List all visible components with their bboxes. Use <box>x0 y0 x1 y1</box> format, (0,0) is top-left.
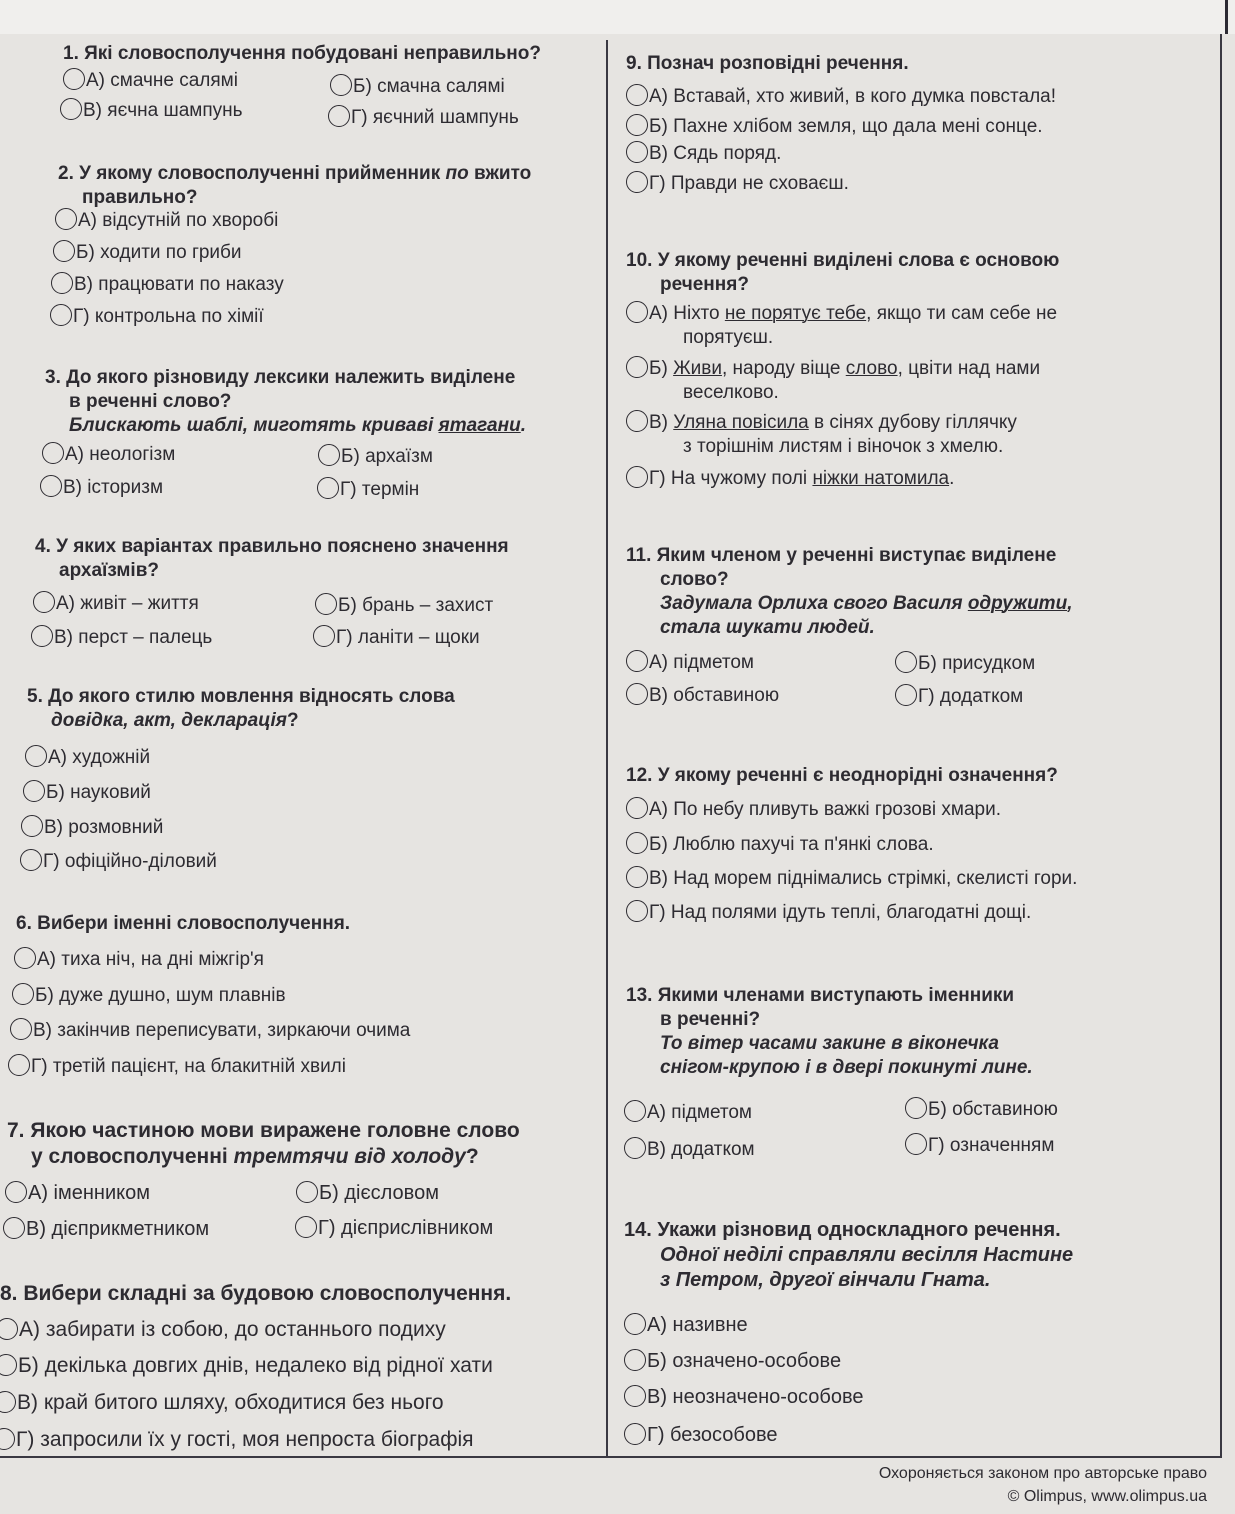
option-d[interactable]: Г) третій пацієнт, на блакитній хвилі <box>8 1054 346 1079</box>
option-d[interactable]: Г) яєчний шампунь <box>328 105 519 130</box>
option-a[interactable]: А) По небу пливуть важкі грозові хмари. <box>626 797 1001 822</box>
question-title: 4. У яких варіантах правильно пояснено значення архаїзмів? <box>35 536 509 581</box>
radio-circle-icon[interactable] <box>33 591 55 613</box>
option-d[interactable]: Г) дієприслівником <box>295 1216 493 1240</box>
option-c[interactable]: В) Над морем піднімались стрімкі, скелисті гори. <box>626 866 1077 891</box>
option-c[interactable]: В) обставиною <box>626 683 779 708</box>
radio-circle-icon[interactable] <box>626 141 648 163</box>
option-a[interactable]: А) Ніхто не порятує тебе, якщо ти сам себе не порятуєш. <box>626 301 1057 350</box>
option-c[interactable]: В) яєчна шампунь <box>60 98 243 123</box>
option-a[interactable]: А) відсутній по хворобі <box>55 208 278 233</box>
radio-circle-icon[interactable] <box>895 684 917 706</box>
radio-circle-icon[interactable] <box>14 947 36 969</box>
radio-circle-icon[interactable] <box>23 780 45 802</box>
radio-circle-icon[interactable] <box>626 466 648 488</box>
radio-circle-icon[interactable] <box>25 745 47 767</box>
option-b[interactable]: Б) науковий <box>23 780 151 805</box>
radio-circle-icon[interactable] <box>328 105 350 127</box>
radio-circle-icon[interactable] <box>295 1216 317 1238</box>
option-a[interactable]: А) тиха ніч, на дні міжгір'я <box>14 947 264 972</box>
example-words: довідка, акт, декларація <box>51 710 287 731</box>
question-10 <box>626 249 1206 297</box>
radio-circle-icon[interactable] <box>0 1428 15 1450</box>
option-d[interactable]: Г) запросили їх у гості, моя непроста біографія <box>0 1428 474 1452</box>
radio-circle-icon[interactable] <box>31 625 53 647</box>
question-6 <box>16 912 601 936</box>
radio-circle-icon[interactable] <box>626 356 648 378</box>
radio-circle-icon[interactable] <box>624 1385 646 1407</box>
option-a[interactable]: А) називне <box>624 1313 748 1337</box>
radio-circle-icon[interactable] <box>40 475 62 497</box>
radio-circle-icon[interactable] <box>624 1100 646 1122</box>
option-d[interactable]: Г) контрольна по хімії <box>50 304 264 329</box>
radio-circle-icon[interactable] <box>318 444 340 466</box>
radio-circle-icon[interactable] <box>626 650 648 672</box>
radio-circle-icon[interactable] <box>5 1181 27 1203</box>
radio-circle-icon[interactable] <box>626 832 648 854</box>
question-title: 12. У якому реченні є неоднорідні означення? <box>626 765 1058 786</box>
question-title: 6. Вибери іменні словосполучення. <box>16 913 351 934</box>
option-d[interactable]: Г) Правди не сховаєш. <box>626 171 849 196</box>
question-4 <box>35 535 605 583</box>
option-d[interactable]: Г) безособове <box>624 1423 777 1447</box>
radio-circle-icon[interactable] <box>895 651 917 673</box>
question-8 <box>0 1281 603 1307</box>
radio-circle-icon[interactable] <box>50 304 72 326</box>
option-b[interactable]: Б) обставиною <box>905 1097 1058 1122</box>
radio-circle-icon[interactable] <box>905 1133 927 1155</box>
option-c[interactable]: В) дієприкметником <box>3 1217 209 1241</box>
question-title: 1. Які словосполучення побудовані неправильно? <box>63 43 541 64</box>
radio-circle-icon[interactable] <box>21 815 43 837</box>
question-title: 9. Познач розповідні речення. <box>626 53 909 74</box>
radio-circle-icon[interactable] <box>0 1318 18 1340</box>
radio-circle-icon[interactable] <box>60 98 82 120</box>
radio-circle-icon[interactable] <box>296 1181 318 1203</box>
option-a[interactable]: А) іменником <box>5 1181 150 1205</box>
question-14 <box>624 1218 1204 1293</box>
radio-circle-icon[interactable] <box>626 900 648 922</box>
radio-circle-icon[interactable] <box>624 1349 646 1371</box>
question-title: 14. Укажи різновид односкладного речення. <box>624 1219 1061 1241</box>
radio-circle-icon[interactable] <box>905 1097 927 1119</box>
question-7: 7. Якою частиною мови виражене головне слово у словосполученні тремтячи від холоду? <box>7 1118 603 1170</box>
option-b[interactable]: Б) присудком <box>895 651 1035 676</box>
option-b[interactable]: Б) смачна салямі <box>330 74 505 99</box>
question-title: 8. Вибери складні за будовою словосполучення. <box>0 1282 512 1305</box>
question-5: 5. До якого стилю мовлення відносять слова довідка, акт, декларація? <box>27 685 605 733</box>
option-a[interactable]: А) забирати із собою, до останнього подиху <box>0 1318 446 1342</box>
question-9 <box>626 52 1206 76</box>
radio-circle-icon[interactable] <box>330 74 352 96</box>
option-c[interactable]: В) розмовний <box>21 815 163 840</box>
question-title: 13. Якими членами виступають іменники в реченні? <box>626 985 1015 1030</box>
option-c[interactable]: В) неозначено-особове <box>624 1385 863 1409</box>
radio-circle-icon[interactable] <box>626 84 648 106</box>
option-c[interactable]: В) перст – палець <box>31 625 212 650</box>
radio-circle-icon[interactable] <box>626 797 648 819</box>
radio-circle-icon[interactable] <box>624 1137 646 1159</box>
example-sentence: Задумала Орлиха свого Василя одружити, стала шукати людей. <box>660 593 1073 638</box>
example-sentence: Блискають шаблі, миготять криваві ятагани. <box>69 415 526 436</box>
option-d[interactable]: Г) Над полями ідуть теплі, благодатні дощі. <box>626 900 1031 925</box>
radio-circle-icon[interactable] <box>20 849 42 871</box>
radio-circle-icon[interactable] <box>63 68 85 90</box>
question-2 <box>58 162 603 210</box>
option-c[interactable]: В) закінчив переписувати, зиркаючи очима <box>10 1018 410 1043</box>
option-a[interactable]: А) підметом <box>626 650 754 675</box>
option-c[interactable]: В) працювати по наказу <box>51 272 284 297</box>
radio-circle-icon[interactable] <box>315 593 337 615</box>
radio-circle-icon[interactable] <box>313 625 335 647</box>
option-c[interactable]: В) додатком <box>624 1137 755 1162</box>
radio-circle-icon[interactable] <box>626 114 648 136</box>
radio-circle-icon[interactable] <box>626 410 648 432</box>
question-title: 7. Якою частиною мови виражене головне слово <box>7 1119 520 1142</box>
publisher-credit: © Olimpus, www.olimpus.ua <box>1007 1488 1207 1505</box>
copyright-notice: Охороняється законом про авторське право <box>878 1465 1207 1482</box>
option-b[interactable]: Б) брань – захист <box>315 593 493 618</box>
option-b[interactable]: Б) архаїзм <box>318 444 433 469</box>
option-d[interactable]: Г) На чужому полі ніжки натомила. <box>626 466 954 491</box>
option-c[interactable]: В) історизм <box>40 475 163 500</box>
option-b[interactable]: Б) декілька довгих днів, недалеко від рідної хати <box>0 1354 493 1378</box>
option-d[interactable]: Г) термін <box>317 477 419 502</box>
question-1 <box>63 42 603 66</box>
radio-circle-icon[interactable] <box>626 683 648 705</box>
option-d[interactable]: Г) ланіти – щоки <box>313 625 480 650</box>
question-11 <box>626 544 1206 640</box>
option-a[interactable]: А) живіт – життя <box>33 591 199 616</box>
radio-circle-icon[interactable] <box>12 983 34 1005</box>
option-c[interactable]: В) край битого шляху, обходитися без нього <box>0 1391 444 1415</box>
option-b[interactable]: Б) дієсловом <box>296 1181 439 1205</box>
option-c[interactable]: В) Уляна повісила в сінях дубову гіллячку з торішнім листям і віночок з хмелю. <box>626 410 1017 459</box>
option-b[interactable]: Б) ходити по гриби <box>53 240 242 265</box>
radio-circle-icon[interactable] <box>0 1391 16 1413</box>
option-a[interactable]: А) підметом <box>624 1100 752 1125</box>
option-a[interactable]: А) неологізм <box>42 442 175 467</box>
example-sentence: Одної неділі справляли весілля Настине з Петром, другої вінчали Гната. <box>660 1244 1074 1291</box>
question-title: 10. У якому реченні виділені слова є основою речення? <box>626 250 1060 295</box>
option-a[interactable]: А) Вставай, хто живий, в кого думка повстала! <box>626 84 1056 109</box>
radio-circle-icon[interactable] <box>10 1018 32 1040</box>
radio-circle-icon[interactable] <box>42 442 64 464</box>
option-d[interactable]: Г) означенням <box>905 1133 1054 1158</box>
option-b[interactable]: Б) Люблю пахучі та п'янкі слова. <box>626 832 934 857</box>
radio-circle-icon[interactable] <box>626 301 648 323</box>
option-a[interactable]: А) художній <box>25 745 150 770</box>
question-3 <box>45 366 605 438</box>
radio-circle-icon[interactable] <box>624 1313 646 1335</box>
option-d[interactable]: Г) додатком <box>895 684 1023 709</box>
option-b[interactable]: Б) Пахне хлібом земля, що дала мені сонце. <box>626 114 1043 139</box>
radio-circle-icon[interactable] <box>53 240 75 262</box>
option-b[interactable]: Б) дуже душно, шум плавнів <box>12 983 286 1008</box>
question-title: 11. Яким членом у реченні виступає виділене слово? <box>626 545 1057 590</box>
option-c[interactable]: В) Сядь поряд. <box>626 141 781 166</box>
option-d[interactable]: Г) офіційно-діловий <box>20 849 217 874</box>
question-title: 2. У якому словосполученні прийменник по вжито правильно? <box>58 163 532 208</box>
radio-circle-icon[interactable] <box>55 208 77 230</box>
option-a[interactable]: А) смачне салямі <box>63 68 238 93</box>
radio-circle-icon[interactable] <box>624 1423 646 1445</box>
radio-circle-icon[interactable] <box>3 1217 25 1239</box>
example-sentence: То вітер часами закине в віконечка снігом-крупою і в двері покинуті лине. <box>660 1033 1033 1078</box>
question-title: 3. До якого різновиду лексики належить виділене в реченні слово? <box>45 367 516 412</box>
radio-circle-icon[interactable] <box>0 1354 17 1376</box>
radio-circle-icon[interactable] <box>51 272 73 294</box>
radio-circle-icon[interactable] <box>626 866 648 888</box>
example-phrase: тремтячи від холоду <box>233 1145 466 1168</box>
column-divider <box>606 40 608 1458</box>
radio-circle-icon[interactable] <box>8 1054 30 1076</box>
option-b[interactable]: Б) Живи, народу віще слово, цвіти над нами веселково. <box>626 356 1040 405</box>
question-13 <box>626 984 1206 1080</box>
question-12 <box>626 764 1206 788</box>
radio-circle-icon[interactable] <box>626 171 648 193</box>
option-b[interactable]: Б) означено-особове <box>624 1349 841 1373</box>
radio-circle-icon[interactable] <box>317 477 339 499</box>
question-title: 5. До якого стилю мовлення відносять слова <box>27 686 455 707</box>
